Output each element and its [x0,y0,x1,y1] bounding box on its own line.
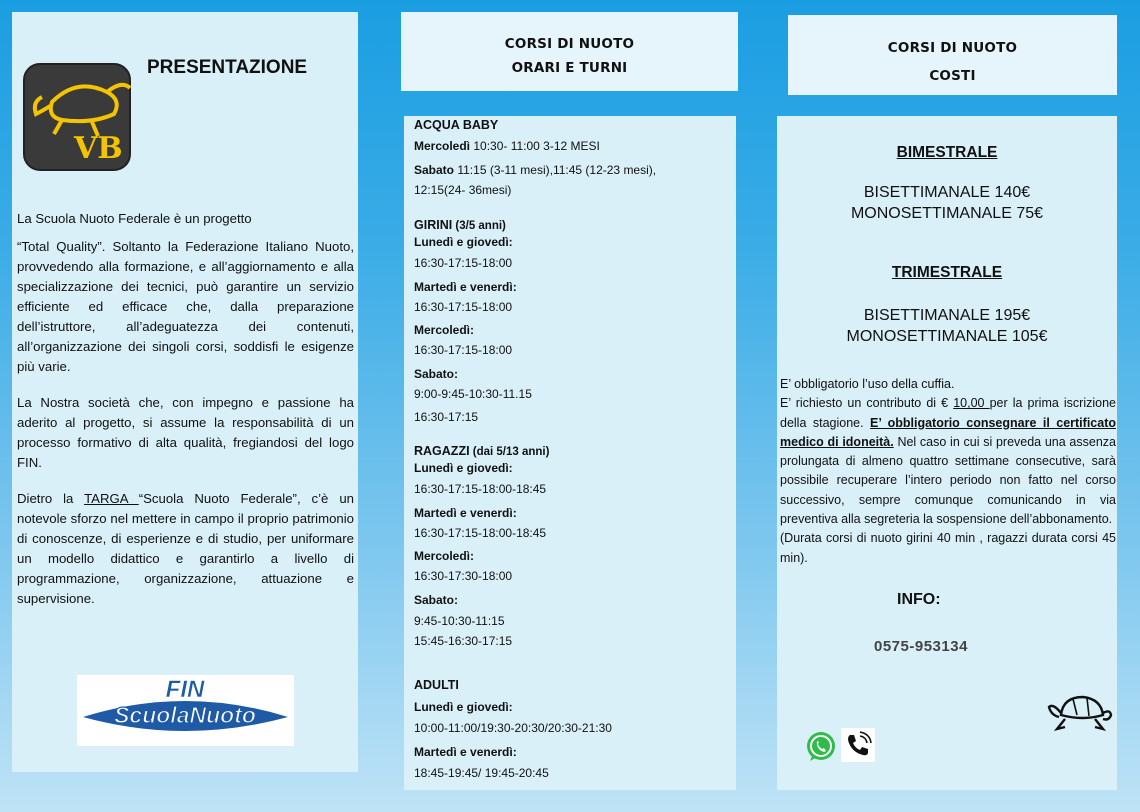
paragraph [17,489,354,609]
day-label: Lunedì e giovedì: [414,700,513,714]
time-line: 16:30-17:15-18:00 [414,343,513,357]
day-label: Martedì e venerdì: [414,745,517,759]
price-line: BISETTIMANALE 140€ [863,184,1031,201]
day-label: Mercoledì: [414,549,475,563]
phone-call-icon[interactable] [841,728,875,762]
svg-text:FEDERALE: FEDERALE [158,731,212,742]
price-line: MONOSETTIMANALE 75€ [850,205,1044,222]
header-line: COSTI [929,68,976,84]
regolamento-text [780,375,1116,568]
rule-line: (Durata corsi di nuoto girini 40 min , ragazzi durata corsi 45 min). [780,531,1116,565]
svg-text:ScuolaNuoto: ScuolaNuoto [114,702,256,728]
targa-link[interactable]: TARGA [84,491,139,506]
paragraph: La Nostra società che, con impegno e passione ha aderito al progetto, si assume la responsabilità di un processo formativo di alta qualità, fregiandosi del logo FIN. [17,395,354,470]
header-line: CORSI DI NUOTO [887,40,1018,56]
price-line: BISETTIMANALE 195€ [863,307,1031,324]
costi-header [788,15,1117,95]
day-label: Martedì e venerdì: [414,280,517,294]
svg-text:VB: VB [74,131,123,166]
time-line: 9:45-10:30-11:15 [414,614,505,628]
schedule-line: 12:15(24- 36mesi) [414,183,512,197]
section-title: ADULTI [414,678,459,692]
time-line: 16:30-17:15-18:00 [414,300,513,314]
text: “Scuola Nuoto Federale”, c’è un notevole sforzo nel mettere in campo il proprio patrimonio di conoscenze, di esperienze e di studio, per uniformare un modello didattico e garantirlo a livello di programmazione, organizzazione, attuazione e supervisione. [17,491,354,606]
price-line: MONOSETTIMANALE 105€ [846,328,1048,345]
fin-scuola-nuoto-logo [77,675,294,746]
day-label: Martedì e venerdì: [414,506,517,520]
rule-paragraph: E’ richiesto un contributo di € 10,00 per la prima iscrizione della stagione. E’ obbligatorio consegnare il certificato medico di idoneità. Nel caso in cui si preveda una assenza prolungata di almeno quattro settimane consecutive, sarà possibile recuperare l’intero periodo non fatto nel corso successivo, sempre comunque comunicando in via preventiva alla segreteria la sospensione dell’abbonamento. [780,396,1116,527]
day-label: Lunedì e giovedì: [414,461,513,475]
costi-panel [777,116,1117,790]
day-label: Sabato: [414,593,459,607]
text: Dietro la [17,491,85,506]
phone-number[interactable]: 0575-953134 [874,638,968,655]
orari-panel [404,116,736,790]
turtle-icon [1047,691,1113,737]
section-title: RAGAZZI (dai 5/13 anni) [414,444,550,458]
time-line: 16:30-17:30-18:00 [414,569,513,583]
time-line: 10:00-11:00/19:30-20:30/20:30-21:30 [414,721,612,735]
svg-text:FIN: FIN [165,676,205,703]
time-line: 16:30-17:15 [414,410,479,424]
time-line: 9:00-9:45-10:30-11.15 [414,387,532,401]
rule-line: E’ obbligatorio l’uso della cuffia. [780,377,955,391]
contributo-amount: 10,00 [953,396,990,411]
day-label: Sabato: [414,367,459,381]
day-label: Lunedì e giovedì: [414,235,513,249]
whatsapp-icon[interactable] [805,730,837,764]
paragraph: “Total Quality”. Soltanto la Federazione Italiano Nuoto, provvedendo alla formazione, e all’aggiornamento e alla specializzazione dei tecnici, può garantire un servizio efficiente ed efficace che, dalla preparazione dell’istruttore, all’adeguatezza dei contenuti, all’organizzazione dei singoli corsi, soddisfi le esigenze più varie. [17,239,354,374]
section-title: ACQUA BABY [414,118,499,132]
schedule-line: Sabato 11:15 (3-11 mesi),11:45 (12-23 mesi), [414,163,657,177]
section-title: TRIMESTRALE [891,264,1003,281]
time-line: 16:30-17:15-18:00-18:45 [414,482,547,496]
time-line: 18:45-19:45/ 19:45-20:45 [414,766,549,780]
paragraph: La Scuola Nuoto Federale è un progetto [17,211,252,226]
vb-turtle-logo [22,62,132,172]
presentazione-panel [12,12,358,772]
certificato-note: E’ obbligatorio consegnare il certificato medico di idoneità. [780,415,1116,449]
section-title: GIRINI (3/5 anni) [414,218,506,232]
schedule-line: Mercoledì 10:30- 11:00 3-12 MESI [414,139,600,153]
day-label: Mercoledì: [414,323,475,337]
section-title: BIMESTRALE [896,144,998,161]
header-line: CORSI DI NUOTO [504,36,635,52]
info-label: INFO: [897,591,941,608]
page-title: PRESENTAZIONE [147,57,308,78]
time-line: 16:30-17:15-18:00-18:45 [414,526,547,540]
orari-header [401,12,738,91]
time-line: 15:45-16:30-17:15 [414,634,513,648]
presentazione-text [17,209,354,625]
time-line: 16:30-17:15-18:00 [414,256,513,270]
header-line: ORARI E TURNI [511,60,628,76]
